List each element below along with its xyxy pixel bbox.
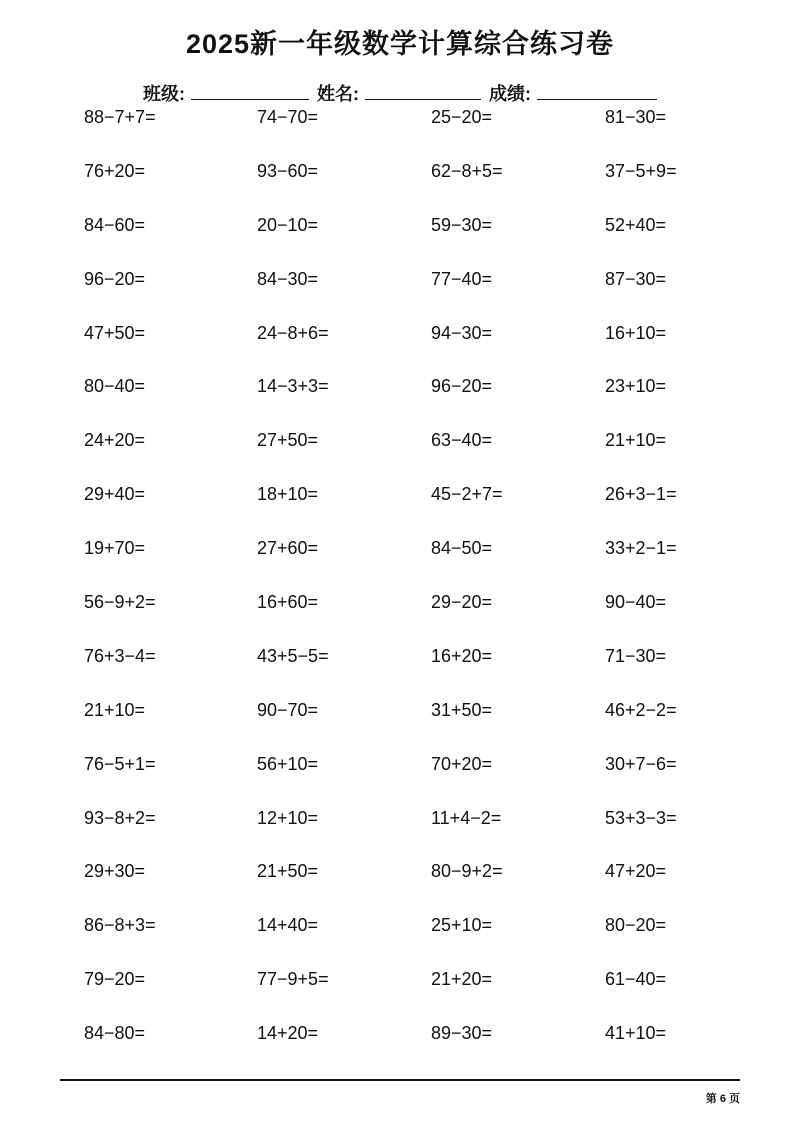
math-problem: 62−8+5= <box>431 160 503 181</box>
math-problem: 25+10= <box>431 915 493 936</box>
math-problem: 24−8+6= <box>257 322 329 343</box>
math-problem: 16+10= <box>605 322 667 343</box>
page-number: 第 6 页 <box>705 1093 740 1105</box>
math-problem: 16+60= <box>257 592 319 613</box>
math-problem: 76+20= <box>84 160 146 181</box>
math-problem: 96−20= <box>431 376 493 397</box>
math-problem: 23+10= <box>605 376 667 397</box>
math-problem: 77−9+5= <box>257 969 329 990</box>
math-problem: 80−40= <box>84 376 146 397</box>
math-problem: 61−40= <box>605 969 667 990</box>
math-problem: 18+10= <box>257 484 319 505</box>
math-problem: 87−30= <box>605 268 667 289</box>
math-problem: 11+4−2= <box>431 807 502 828</box>
math-problem: 21+10= <box>605 430 667 451</box>
math-problem: 94−30= <box>431 322 493 343</box>
math-problem: 86−8+3= <box>84 915 156 936</box>
math-problem: 29+40= <box>84 484 146 505</box>
math-problem: 29+30= <box>84 861 146 882</box>
math-problem: 14−3+3= <box>257 376 329 397</box>
math-problem: 16+20= <box>431 645 493 666</box>
math-problem: 21+20= <box>431 969 493 990</box>
math-problem: 76−5+1= <box>84 753 156 774</box>
name-label: 姓名: <box>317 84 359 104</box>
math-problem: 26+3−1= <box>605 484 677 505</box>
math-problem: 70+20= <box>431 753 493 774</box>
math-problem: 56−9+2= <box>84 592 156 613</box>
math-problem: 37−5+9= <box>605 160 677 181</box>
math-problem: 52+40= <box>605 214 667 235</box>
math-problem: 43+5−5= <box>257 645 329 666</box>
math-problem: 79−20= <box>84 969 146 990</box>
score-blank[interactable] <box>537 81 657 100</box>
math-problem: 27+50= <box>257 430 319 451</box>
math-problem: 30+7−6= <box>605 753 677 774</box>
score-label: 成绩: <box>489 84 531 104</box>
math-problem: 53+3−3= <box>605 807 677 828</box>
class-blank[interactable] <box>191 81 309 100</box>
math-problem: 27+60= <box>257 538 319 559</box>
math-problem: 74−70= <box>257 107 319 127</box>
math-problem: 47+50= <box>84 322 146 343</box>
math-problem: 33+2−1= <box>605 538 677 559</box>
math-problem: 56+10= <box>257 753 319 774</box>
math-problem: 88−7+7= <box>84 107 156 127</box>
footer-divider <box>60 1079 740 1081</box>
math-problem: 96−20= <box>84 268 146 289</box>
problem-grid <box>84 103 755 1073</box>
math-problem: 20−10= <box>257 214 319 235</box>
math-problem: 80−9+2= <box>431 861 503 882</box>
math-problem: 90−70= <box>257 699 319 720</box>
math-problem: 59−30= <box>431 214 493 235</box>
math-problem: 63−40= <box>431 430 493 451</box>
class-label: 班级: <box>143 84 185 104</box>
math-problem: 12+10= <box>257 807 319 828</box>
math-problem: 80−20= <box>605 915 667 936</box>
math-problem: 77−40= <box>431 268 493 289</box>
math-problem: 21+10= <box>84 699 146 720</box>
math-problem: 21+50= <box>257 861 319 882</box>
math-problem: 90−40= <box>605 592 667 613</box>
math-problem: 45−2+7= <box>431 484 503 505</box>
math-problem: 14+40= <box>257 915 319 936</box>
math-problem: 46+2−2= <box>605 699 677 720</box>
math-problem: 84−60= <box>84 214 146 235</box>
math-problem: 31+50= <box>431 699 493 720</box>
math-problem: 76+3−4= <box>84 645 156 666</box>
math-problem: 84−80= <box>84 1023 146 1044</box>
math-problem: 84−50= <box>431 538 493 559</box>
math-problem: 24+20= <box>84 430 146 451</box>
math-problem: 71−30= <box>605 645 667 666</box>
math-problem: 25−20= <box>431 107 493 127</box>
math-problem: 93−60= <box>257 160 319 181</box>
math-problem: 14+20= <box>257 1023 319 1044</box>
worksheet-title: 2025新一年级数学计算综合练习卷 <box>185 29 615 59</box>
math-problem: 19+70= <box>84 538 146 559</box>
math-problem: 81−30= <box>605 107 667 127</box>
math-problem: 89−30= <box>431 1023 493 1044</box>
name-blank[interactable] <box>365 81 481 100</box>
math-problem: 93−8+2= <box>84 807 156 828</box>
math-problem: 47+20= <box>605 861 667 882</box>
math-problem: 29−20= <box>431 592 493 613</box>
math-problem: 84−30= <box>257 268 319 289</box>
math-problem: 41+10= <box>605 1023 667 1044</box>
